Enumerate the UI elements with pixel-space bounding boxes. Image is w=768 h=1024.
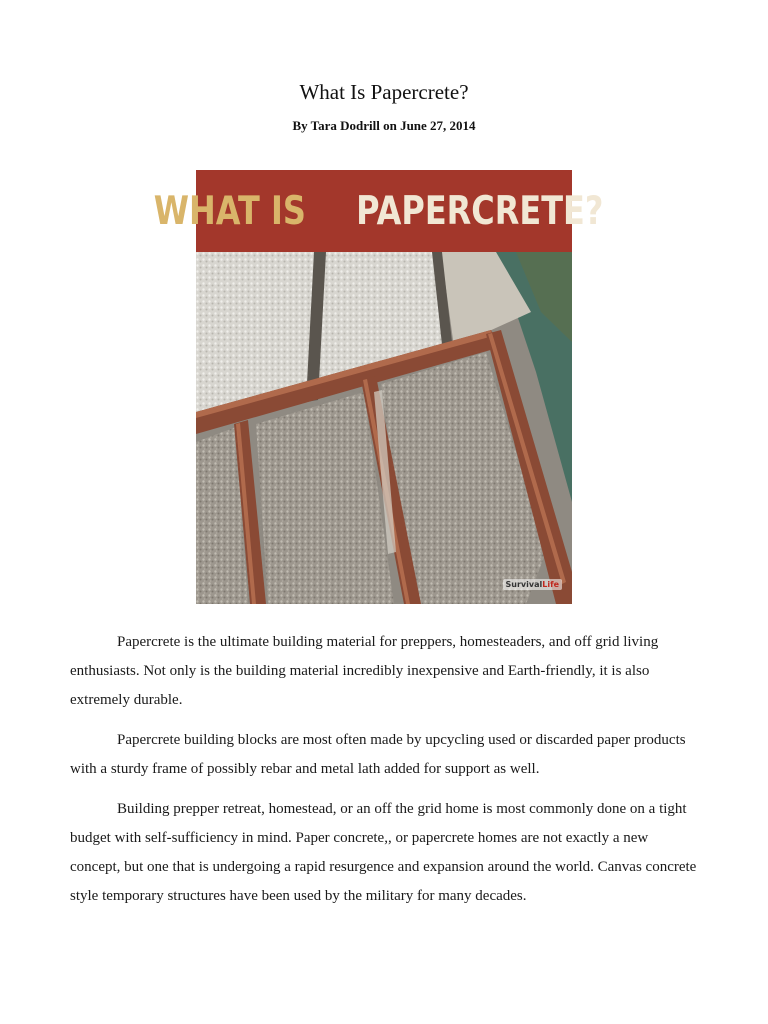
watermark-logo: SurvivalLife xyxy=(503,579,562,590)
hero-banner xyxy=(154,170,604,252)
byline: By Tara Dodrill on June 27, 2014 xyxy=(292,118,476,133)
banner-word-what-is: WHAT IS xyxy=(154,188,307,234)
article-body xyxy=(70,628,700,922)
hero-image xyxy=(154,170,604,604)
paragraph: Building prepper retreat, homestead, or an off the grid home is most commonly done on a tight budget with self-sufficiency in mind. Paper concrete,, or papercrete homes are not exactly a new concept, but one that is undergoing a rapid resurgence and expansion around the world. Canvas concrete style temporary structures have been used by the military for many decades. xyxy=(70,801,697,904)
page-title: What Is Papercrete? xyxy=(299,80,469,104)
paragraph: Papercrete is the ultimate building material for preppers, homesteaders, and off grid living enthusiasts. Not only is the building material incredibly inexpensive and Earth-friendly, it is also extremely durable. xyxy=(70,634,659,708)
paragraph: Papercrete building blocks are most often made by upcycling used or discarded paper products with a sturdy frame of possibly rebar and metal lath added for support as well. xyxy=(70,732,686,777)
papercrete-blocks-photo xyxy=(196,252,572,604)
banner-word-papercrete: PAPERCRETE? xyxy=(356,188,604,234)
